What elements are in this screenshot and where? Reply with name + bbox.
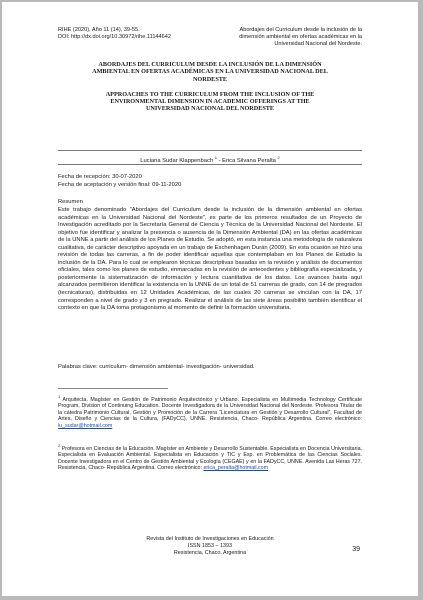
author-1: Luciana Sudar Klappenbach <box>140 157 214 164</box>
article-titles <box>58 61 362 121</box>
page-number: 39 <box>352 546 360 553</box>
english-title-line-3: UNIVERSIDAD NACIONAL DEL NORDESTE <box>145 105 275 113</box>
english-title-line-1: APPROACHES TO THE CURRICULUM FROM THE INCLUSION OF THE <box>105 90 315 98</box>
header-running-title <box>212 27 362 48</box>
article-dates <box>58 174 181 189</box>
abstract-heading: Resumen <box>58 199 83 205</box>
keywords-line: Palabras clave: curriculum- dimensión ambiental- investigación- universidad. <box>58 364 255 370</box>
journal-location: Resistencia, Chaco. Argentina <box>173 549 247 556</box>
journal-name: Revista del Instituto de Investigaciones en Educación <box>146 536 274 542</box>
running-title-line-1: Abordajes del Curriculum desde la inclusión de la <box>239 27 362 33</box>
spanish-title-line-2: AMBIENTAL EN OFERTAS ACADÉMICAS EN LA UNIVERSIDAD NACIONAL DEL <box>92 68 328 76</box>
footnote-2-email-link[interactable]: erica_peralta@hotmail.com <box>203 465 269 472</box>
footnote-2-mark: 2 <box>58 443 61 448</box>
abstract-text: Este trabajo denominado “Abordajes del Curriculum desde la inclusión de la dimensión ambiental en ofertas académicas en la Universidad Nacional del Nordeste”, es parte de los primeros resultados de un Proyecto de Investigación acreditado por la Secretaría General de Ciencia y Técnica de la Universidad Nacional del Nordeste. El objetivo fue identificar y analizar la presencia o ausencia de la Dimensión Ambiental (DA) en las ofertas académicas de la UNNE a partir del análisis de los Planes de Estudio. Se adoptó, en esta instancia una metodología de naturaleza cualitativa, de carácter descriptivo apoyada en un trabajo de Eschenhagen Durán (2009). En esta ocasión se hizo una revisión de todas las carreras, a fin de poder identificar aquellas que contemplaban en los Planes de Estudio la inclusión de la DA. Para lo cual se emplearon técnicas descriptivas basadas en la revisión y análisis de documentos oficiales, tales como los planes de estudio, enmarcadas en la revisión de antecedentes y bibliografía especializada, y posteriormente la sistematización de información y lectura cuantitativa de los datos. Los avances hasta aquí alcanzados permitieron identificar la existencia en la UNNE de un total de 51 carreras de grado, con 14 de pregrados (tecnicaturas), distribuidas en 12 Unidades Académicas, de las cuales 20 carreras se vinculan con la DA, 17 corresponden a nivel de grado y 3 en pregrado. Realizar el análisis de las siete áreas posibilitó también identificar el contexto en que la DA toma protagonismo al momento de definir la formación universitaria. <box>58 207 362 312</box>
author-separator: - <box>216 157 223 164</box>
authors-bottom-rule <box>58 164 362 165</box>
header-citation <box>58 27 218 41</box>
running-title-line-3: Universidad Nacional del Nordeste. <box>274 41 362 47</box>
citation-text: RIHE (2020), Año 11 (14), 39-55. <box>58 27 140 33</box>
journal-issn: ISSN 1853 – 1393 <box>187 542 233 549</box>
author-2-footnote-mark: 2 <box>277 155 280 160</box>
author-1-footnote-mark: 1 <box>214 155 217 160</box>
doi-text: DOI: http://dx.doi.org/10.30972/rihe.11144642 <box>58 34 171 40</box>
accepted-date: Fecha de aceptación y versión final: 09-11-2020 <box>58 181 182 188</box>
running-title-line-2: dimensión ambiental en ofertas académicas en la <box>239 34 362 40</box>
english-title-line-2: ENVIRONMENTAL DIMENSION IN ACADEMIC OFFERINGS AT THE <box>110 98 310 106</box>
author-2: Erica Silvana Peralta <box>222 157 276 164</box>
footnote-2-text: Profesora en Ciencias de la Educación. Magíster en Ambiente y Desarrollo Sustentable. Especialista en Docencia Universitaria. Especialista en Evaluación Ambiental. Especialista en Educación y TIC y Esp. en Problemática de las Ciencias Sociales. Docente Investigadora en el Centro de Gestión Ambiental y Ecología (CEGAE) y en la FADyCC, UNNE. Avenida Las Heras 727. Resistencia, Chaco- República Argentina. Correo electrónico: <box>58 445 362 472</box>
page-footer <box>58 536 362 556</box>
footnote-separator <box>58 388 168 389</box>
footnote-1-mark: 1 <box>58 394 61 399</box>
footnote-1-email-link[interactable]: lu_sudar@hotmail.com <box>58 422 113 429</box>
footnote-1-text: Arquitecta. Magíster en Gestión de Patrimonio Arquitectónico y Urbano. Especialista en Multimedia Technology Certificate Program, Division of Continuing Education. Docente Investigadora de la Universidad Nacional del Nordeste. Profesora Titular de la cátedra Patrimonio Cultural, Gestión y Promoción de la Carrera “Licenciatura en Gestión y Desarrollo Cultural”, Facultad de Artes, Diseño y Ciencias de la Cultura, (FADyCC), UNNE. Resistencia, Chaco- República Argentina. Correo electrónico: <box>58 396 362 423</box>
received-date: Fecha de recepción: 30-07-2020 <box>58 174 142 180</box>
spanish-title <box>58 61 362 83</box>
footnote-1 <box>58 394 362 429</box>
spanish-title-line-3: NORDESTE <box>192 75 228 83</box>
footnote-2 <box>58 443 362 472</box>
english-title <box>58 91 362 113</box>
document-page <box>2 2 418 596</box>
spanish-title-line-1: ABORDAJES DEL CURRICULUM DESDE LA INCLUSIÓN DE LA DIMENSIÓN <box>98 61 322 68</box>
authors-top-rule <box>58 150 362 151</box>
